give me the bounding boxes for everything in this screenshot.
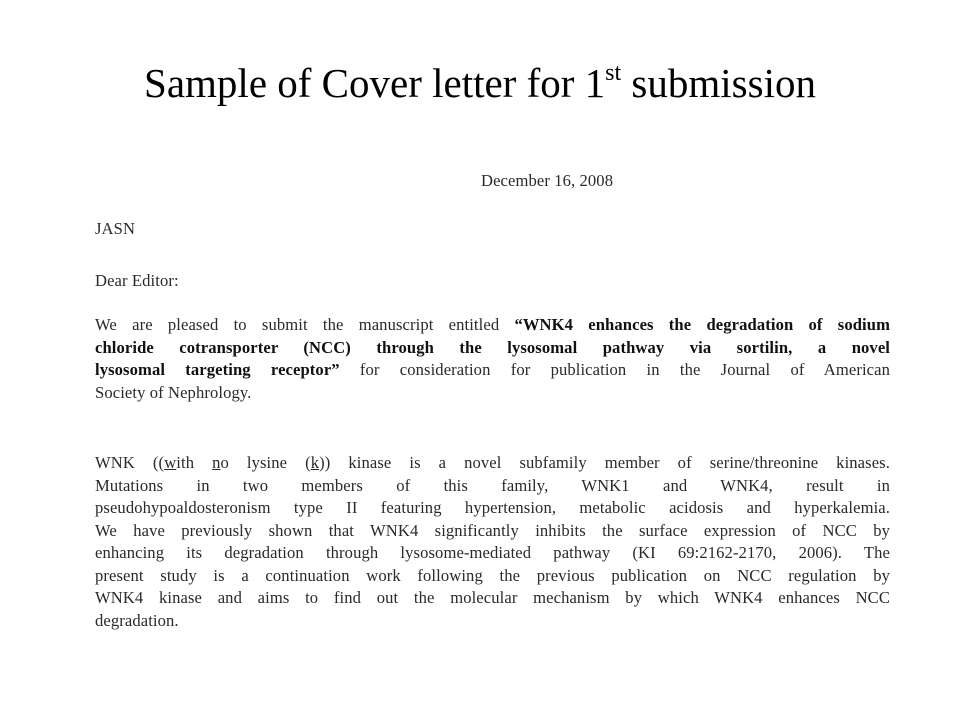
paragraph-2-line-6: present study is a continuation work following the previous publication on NCC regulation by [95, 565, 890, 585]
paragraph-1-line-4: Society of Nephrology. [95, 382, 252, 402]
letter-salutation: Dear Editor: [95, 271, 179, 290]
manuscript-title-part-3: lysosomal targeting receptor” [95, 360, 340, 379]
paragraph-2-line-5: enhancing its degradation through lysosome-mediated pathway (KI 69:2162-2170, 2006). The [95, 543, 890, 562]
paragraph-2-line-8: degradation. [95, 610, 179, 630]
manuscript-title-part-1: “WNK4 enhances the degradation of sodium [514, 315, 891, 334]
letter-paragraph-2 [95, 452, 890, 632]
wnk-acronym-n: n [212, 453, 221, 472]
paragraph-2-line-3: pseudohypoaldosteronism type II featuring hypertension, metabolic acidosis and hyperkalemia. [95, 498, 890, 517]
wnk-acronym-w: w [164, 453, 177, 472]
wnk-acronym-k: k [310, 453, 320, 472]
wnk-acronym-c: o lysine ( [220, 453, 311, 472]
slide-title-end: submission [621, 60, 816, 106]
letter-paragraph-1 [95, 314, 890, 404]
letter-date: December 16, 2008 [481, 171, 614, 190]
paragraph-1-line-2 [95, 337, 890, 360]
wnk-acronym-a: WNK (( [95, 453, 165, 472]
slide-title-superscript: st [605, 60, 622, 86]
paragraph-2-line-1 [95, 452, 890, 475]
paragraph-1-line-3 [95, 359, 890, 382]
paragraph-2-line-2: Mutations in two members of this family, WNK1 and WNK4, result in [95, 475, 890, 495]
letter-recipient: JASN [95, 219, 136, 238]
paragraph-1-line-1 [95, 314, 890, 337]
paragraph-1-line-1-text: We are pleased to submit the manuscript entitled [95, 315, 515, 334]
slide-title-main: Sample of Cover letter for 1 [144, 60, 606, 106]
paragraph-2-line-4: We have previously shown that WNK4 significantly inhibits the surface expression of NCC by [95, 520, 890, 540]
wnk-acronym-b: ith [176, 453, 213, 472]
paragraph-2-line-7: WNK4 kinase and aims to find out the molecular mechanism by which WNK4 enhances NCC [95, 588, 890, 607]
paragraph-1-line-3-text: for consideration for publication in the Journal of American [339, 360, 890, 379]
slide-title [0, 58, 960, 108]
manuscript-title-part-2: chloride cotransporter (NCC) through the lysosomal pathway via sortilin, a novel [95, 337, 890, 357]
wnk-acronym-d: )) kinase is a novel subfamily member of serine/threonine kinases. [319, 453, 890, 472]
